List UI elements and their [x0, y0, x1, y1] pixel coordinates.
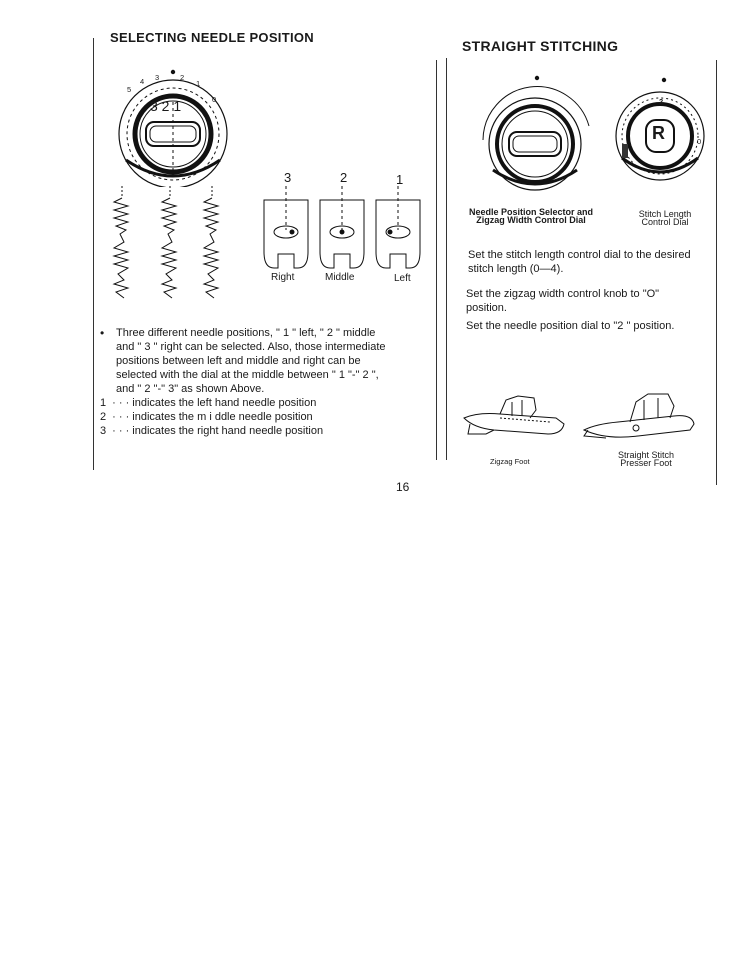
- stitch-dial-right-number: 0: [697, 137, 702, 146]
- zigzag-foot-caption: Zigzag Foot: [490, 457, 530, 466]
- stitch-pattern-illustration: [112, 186, 232, 304]
- para-line: and " 2 "-" 3" as shown Above.: [116, 383, 265, 395]
- para-line: positions between left and middle and right can be: [116, 355, 361, 367]
- bullet-icon: •: [100, 326, 105, 340]
- caption-line: Zigzag Width Control Dial: [476, 215, 586, 225]
- straight-stitch-foot-illustration: [578, 386, 700, 448]
- dial-scale-2: 2: [180, 73, 185, 82]
- section-title-needle-position: SELECTING NEEDLE POSITION: [110, 30, 314, 45]
- center-rule: [436, 60, 437, 460]
- dial-scale-0: 0: [212, 95, 217, 104]
- definition-row: [100, 396, 410, 410]
- stitch-dial-letter: R: [652, 123, 665, 143]
- dial2-caption: [620, 210, 710, 226]
- definition-num: 3: [100, 425, 107, 437]
- needle-position-description: [100, 326, 410, 438]
- right-col-left-rule: [446, 58, 447, 460]
- section-title-straight-stitching: STRAIGHT STITCHING: [462, 38, 619, 54]
- caption-line: Control Dial: [641, 217, 689, 227]
- needle-label-2: 2: [340, 170, 348, 185]
- definition-num: 1: [100, 397, 107, 409]
- definition-text: · · · indicates the right hand needle position: [112, 425, 324, 437]
- para-line: and " 3 " right can be selected. Also, those intermediate: [116, 341, 386, 353]
- caption-line: Presser Foot: [620, 458, 672, 468]
- instruction-line: Set the zigzag width control knob to "O": [466, 288, 660, 300]
- position-label-right: Right: [271, 272, 295, 283]
- definition-text: · · · indicates the m i ddle needle position: [112, 411, 313, 423]
- dial-scale-1: 1: [196, 79, 201, 88]
- needle-position-instruction: Set the needle position dial to "2 " position.: [466, 320, 675, 332]
- left-margin-rule: [93, 38, 94, 470]
- straight-foot-caption: [606, 451, 686, 467]
- stitch-length-instruction: [468, 248, 708, 276]
- zigzag-foot-illustration: [460, 388, 570, 450]
- para-line: Three different needle positions, " 1 " left, " 2 " middle: [116, 327, 376, 339]
- needle-position-dial-diagram: [110, 62, 240, 187]
- needle-label-3: 3: [284, 170, 292, 185]
- dial-scale-5: 5: [127, 85, 132, 94]
- definition-num: 2: [100, 411, 107, 423]
- definition-row: [100, 424, 410, 438]
- dial-scale-4: 4: [140, 77, 145, 86]
- instruction-line: stitch length (0—4).: [468, 263, 564, 275]
- needle-plates-diagram: [258, 186, 428, 270]
- dial1-caption: [468, 208, 594, 224]
- right-margin-rule: [716, 60, 717, 485]
- dial-scale-3: 3: [155, 73, 160, 82]
- position-label-middle: Middle: [325, 272, 355, 283]
- stitch-dial-top-number: 2: [659, 97, 664, 106]
- page-number: 16: [396, 480, 410, 494]
- definition-text: · · · indicates the left hand needle position: [112, 397, 317, 409]
- caption-line: Needle Position Selector and: [468, 207, 594, 217]
- bullet-item: [100, 326, 410, 396]
- caption-line: Stitch Length: [638, 209, 692, 219]
- instruction-line: Set the stitch length control dial to the desired: [468, 249, 691, 261]
- caption-line: Straight Stitch: [617, 450, 675, 460]
- position-label-left: Left: [394, 273, 411, 284]
- dial-inner-numbers: 3 2 1: [150, 98, 182, 114]
- zigzag-width-instruction: [466, 287, 706, 315]
- zigzag-width-dial-diagram: [475, 70, 590, 200]
- instruction-line: position.: [466, 302, 507, 314]
- definition-row: [100, 410, 410, 424]
- para-line: selected with the dial at the middle between " 1 "-" 2 ",: [116, 369, 379, 381]
- needle-label-1: 1: [396, 172, 404, 187]
